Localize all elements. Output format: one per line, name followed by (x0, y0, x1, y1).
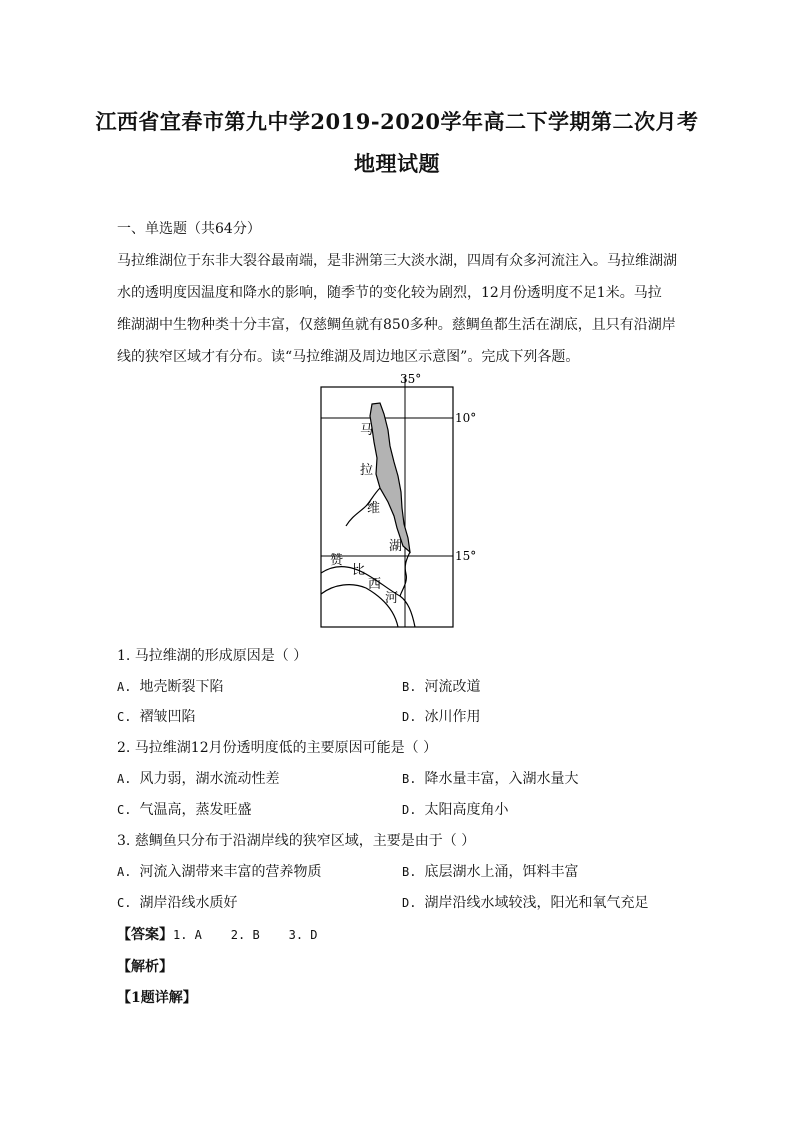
option-letter: D. (402, 710, 417, 724)
river-char-4: 河 (385, 591, 399, 606)
question-1-stem: 1. 马拉维湖的形成原因是（ ） (117, 648, 308, 664)
option-letter: A. (117, 680, 132, 694)
option-letter: D. (402, 803, 417, 817)
option-letter: A. (117, 772, 132, 786)
answer-label: 【答案】 (117, 927, 173, 943)
q2-option-a (117, 768, 279, 788)
river-char-2: 比 (352, 563, 366, 578)
option-letter: D. (402, 896, 417, 910)
lake-char-2: 拉 (360, 463, 374, 478)
q2-option-b (402, 768, 578, 788)
lon-label: 35° (400, 372, 422, 386)
option-letter: C. (117, 710, 132, 724)
section-heading: 一、单选题（共64分） (117, 221, 261, 237)
passage-line: 水的透明度因温度和降水的影响，随季节的变化较为剧烈，12月份透明度不足1米。马拉 (117, 285, 662, 301)
question-3-stem: 3. 慈鲷鱼只分布于沿湖岸线的狭窄区域，主要是由于（ ） (117, 833, 476, 849)
q2-option-c (117, 799, 251, 819)
q3-option-b (402, 861, 578, 881)
lat-label-top: 10° (455, 411, 477, 425)
q1-option-c (117, 706, 195, 726)
q3-option-d (402, 892, 648, 912)
passage (117, 245, 679, 373)
option-text: 河流改道 (424, 679, 481, 695)
lake-char-1: 马 (360, 423, 374, 438)
answer-line (117, 924, 318, 944)
option-letter: C. (117, 803, 132, 817)
option-letter: A. (117, 865, 132, 879)
q3-option-c (117, 892, 237, 912)
option-letter: B. (402, 680, 417, 694)
q1-option-b (402, 676, 480, 696)
option-text: 降水量丰富，入湖水量大 (424, 771, 579, 787)
option-text: 地壳断裂下陷 (139, 679, 224, 695)
q2-option-d (402, 799, 508, 819)
lat-label-bottom: 15° (455, 549, 477, 563)
option-text: 太阳高度角小 (424, 802, 509, 818)
passage-line: 维湖湖中生物种类十分丰富，仅慈鲷鱼就有850多种。慈鲷鱼都生活在湖底，且只有沿湖岸 (117, 317, 676, 333)
zambezi-river-upper (321, 567, 415, 627)
question-2-stem: 2. 马拉维湖12月份透明度低的主要原因可能是（ ） (117, 740, 438, 756)
option-text: 河流入湖带来丰富的营养物质 (139, 864, 322, 880)
passage-line: 线的狭窄区域才有分布。读“马拉维湖及周边地区示意图”。完成下列各题。 (117, 349, 580, 365)
river-char-1: 赞 (330, 553, 344, 568)
option-letter: B. (402, 865, 417, 879)
detail-label: 【1题详解】 (117, 990, 197, 1006)
lake-shape (370, 403, 410, 552)
option-text: 湖岸沿线水域较浅，阳光和氧气充足 (424, 895, 649, 911)
option-letter: C. (117, 896, 132, 910)
q1-option-a (117, 676, 223, 696)
option-text: 褶皱凹陷 (139, 709, 196, 725)
lake-char-3: 维 (367, 501, 381, 516)
analysis-label: 【解析】 (117, 959, 173, 975)
option-text: 湖岸沿线水质好 (139, 895, 238, 911)
q1-option-d (402, 706, 480, 726)
title-line-1: 江西省宜春市第九中学2019-2020学年高二下学期第二次月考 (95, 109, 699, 134)
option-letter: B. (402, 772, 417, 786)
option-text: 底层湖水上涌，饵料丰富 (424, 864, 579, 880)
option-text: 气温高，蒸发旺盛 (139, 802, 252, 818)
malawi-lake-map (300, 370, 490, 632)
title-line-2: 地理试题 (354, 151, 440, 176)
lake-char-4: 湖 (389, 539, 403, 554)
answer-value: 1. A 2. B 3. D (173, 928, 318, 942)
option-text: 风力弱，湖水流动性差 (139, 771, 280, 787)
passage-line: 马拉维湖位于东非大裂谷最南端，是非洲第三大淡水湖，四周有众多河流注入。马拉维湖湖 (117, 253, 677, 269)
river-char-3: 西 (368, 577, 382, 592)
q3-option-a (117, 861, 321, 881)
option-text: 冰川作用 (424, 709, 481, 725)
